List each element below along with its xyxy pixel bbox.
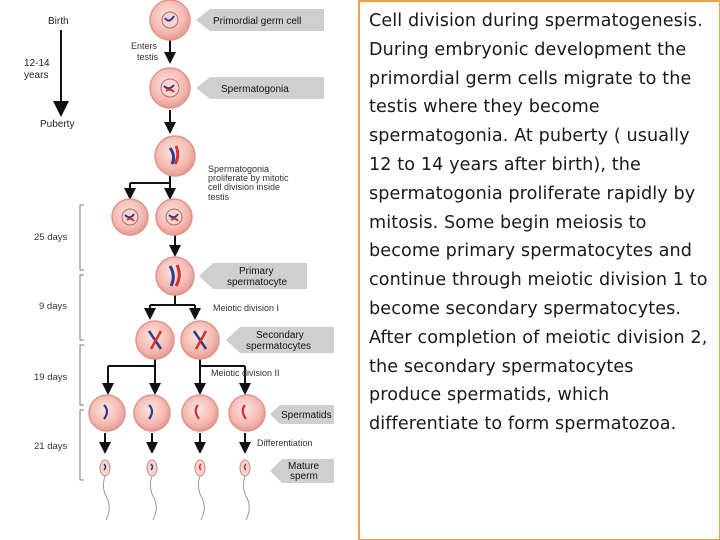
primordial-germ-cell: [150, 0, 190, 40]
callout-spermatids: [270, 405, 334, 424]
description-panel: [358, 0, 720, 540]
daughter-spermatogonium-left: [112, 199, 148, 235]
timeline-puberty-label: Puberty: [40, 119, 75, 130]
svg-text:Primordial germ cell: Primordial germ cell: [213, 16, 302, 27]
enters-testis-label-2: testis: [137, 52, 159, 62]
daughter-spermatogonium-right: [156, 199, 192, 235]
svg-text:sperm: sperm: [290, 471, 318, 482]
timeline-age-label-2: years: [24, 70, 49, 81]
spermatid-cells: [89, 395, 265, 431]
description-text: Cell division during spermatogenesis. During embryonic development the primordial germ cells migrate to the testis where they become spermatogonia. At puberty ( usually 12 to 14 years after birth), the spermatogonia proliferate rapidly by mitosis. Some begin meiosis to become primary spermatocytes and continue through meiotic division 1 to become secondary spermatocytes. After completion of meiotic division 2, the secondary spermatocytes produce spermatids, which differentiate to form spermatozoa.: [369, 11, 708, 435]
proliferating-spermatogonium: [155, 136, 195, 176]
svg-text:Spermatids: Spermatids: [281, 410, 332, 421]
secondary-spermatocyte-right: [181, 321, 219, 359]
duration-9-days: 9 days: [39, 301, 67, 312]
step-differentiation: Differentiation: [257, 438, 313, 448]
callout-spermatogonia: [196, 77, 324, 99]
step-meiotic-division-2: Meiotic division II: [211, 368, 280, 378]
svg-text:spermatocytes: spermatocytes: [246, 341, 312, 352]
duration-bracket: [80, 205, 84, 480]
callout-mature-sperm: [270, 459, 334, 483]
mature-sperm-cells: [100, 460, 250, 520]
duration-19-days: 19 days: [34, 372, 68, 383]
duration-25-days: 25 days: [34, 232, 68, 243]
timeline-birth-label: Birth: [48, 16, 69, 27]
duration-21-days: 21 days: [34, 441, 68, 452]
life-timeline: [24, 16, 74, 130]
callout-primordial: [196, 9, 324, 31]
svg-text:Spermatogonia: Spermatogonia: [221, 84, 289, 95]
step-meiotic-division-1: Meiotic division I: [213, 303, 280, 313]
timeline-age-label-1: 12-14: [24, 58, 50, 69]
svg-text:spermatocyte: spermatocyte: [227, 277, 288, 288]
step-proliferate-4: testis: [208, 192, 230, 202]
secondary-spermatocyte-left: [136, 321, 174, 359]
step-proliferate-3: cell division inside: [208, 182, 281, 192]
callout-primary-spermatocyte: [199, 263, 307, 289]
step-proliferate-1: Spermatogonia: [208, 164, 270, 174]
primary-spermatocyte-cell: [156, 257, 194, 295]
spermatogonium-cell: [150, 68, 190, 108]
step-proliferate-2: proliferate by mitotic: [208, 173, 289, 183]
enters-testis-label-1: Enters: [131, 41, 158, 51]
svg-text:Secondary: Secondary: [256, 330, 304, 341]
callout-secondary-spermatocytes: [226, 327, 334, 353]
svg-text:Mature: Mature: [288, 461, 320, 472]
svg-text:Primary: Primary: [239, 266, 274, 277]
